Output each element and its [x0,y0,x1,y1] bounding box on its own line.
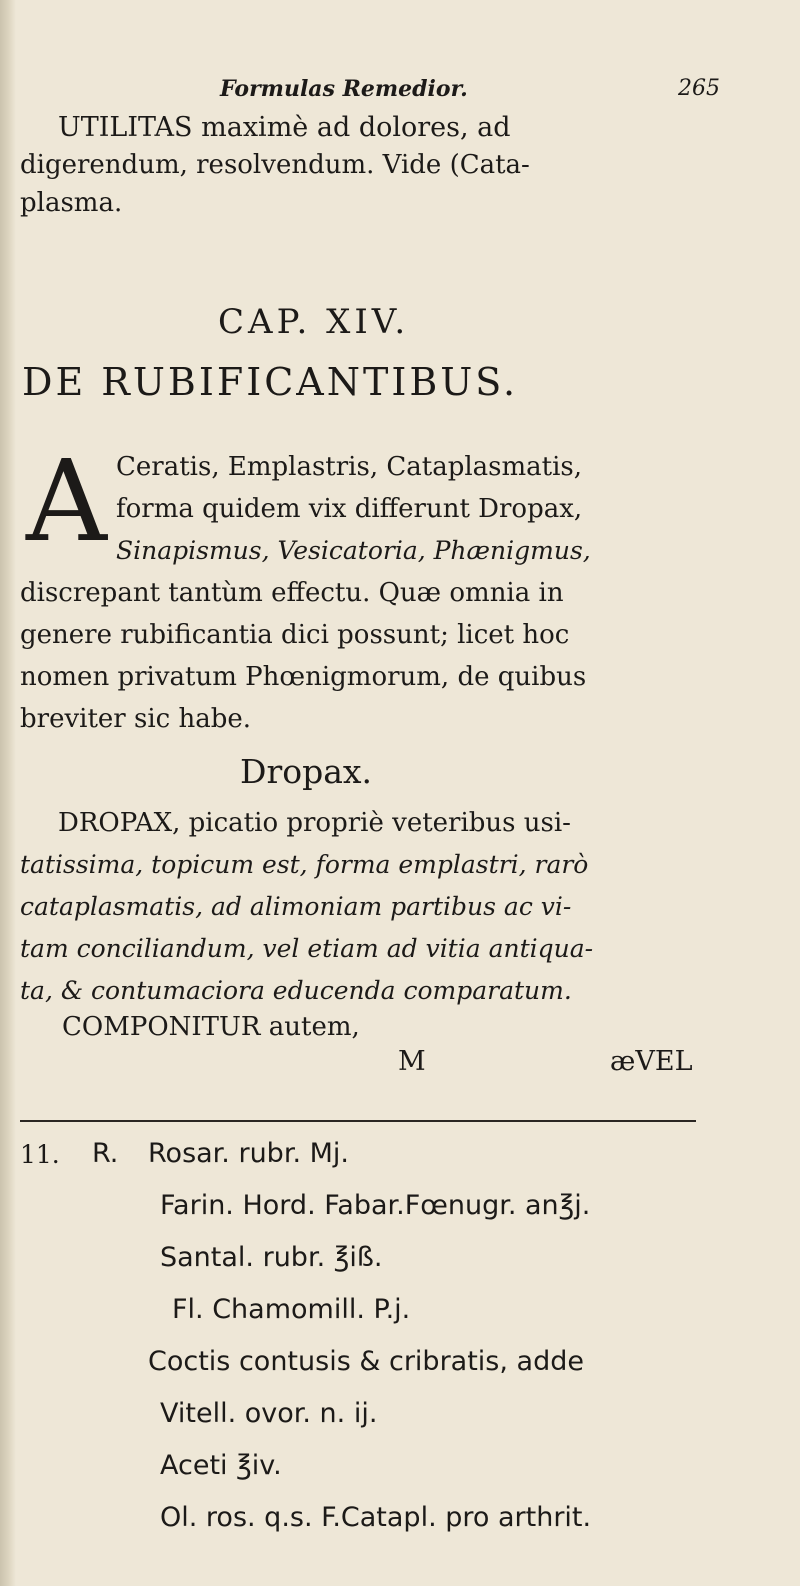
recipe-line: Ol. ros. q.s. F.Catapl. pro arthrit. [160,1502,592,1533]
recipe-line: Rosar. rubr. Mj. [148,1138,349,1169]
text-line: digerendum, resolvendum. Vide (Cata- [20,150,530,180]
section-line: COMPONITUR autem, [62,1012,360,1042]
text-line: UTILITAS maximè ad dolores, ad [58,112,511,143]
signature-mark: M [398,1046,426,1077]
text-line: plasma. [20,188,123,218]
section-line: cataplasmatis, ad alimoniam partibus ac vi- [20,892,572,921]
intro-line: discrepant tantùm effectu. Quæ omnia in [20,578,564,608]
section-line: tam conciliandum, vel etiam ad vitia antiqua- [20,934,594,963]
intro-line: Sinapismus, Vesicatoria, Phænigmus, [116,536,591,565]
page-number: 265 [678,76,720,101]
chapter-number: CAP. XIV. [218,302,410,342]
recipe-line: Aceti ℥iv. [160,1450,282,1481]
section-line: ta, & contumaciora educenda comparatum. [20,976,572,1005]
section-line: DROPAX, picatio propriè veteribus usi- [58,808,571,838]
intro-line: genere rubificantia dici possunt; licet hoc [20,620,570,650]
intro-line: nomen privatum Phœnigmorum, de quibus [20,662,587,692]
recipe-line: Santal. rubr. ℥iß. [160,1242,383,1273]
recipe-line: Farin. Hord. Fabar.Fœnugr. an℥j. [160,1190,591,1221]
drop-cap: A [26,437,107,567]
running-head: Formulas Remedior. [220,76,468,102]
intro-line: forma quidem vix differunt Dropax, [116,494,583,524]
page-gutter-shadow [0,0,16,1586]
recipe-line: Fl. Chamomill. P.j. [172,1294,411,1325]
intro-line: breviter sic habe. [20,704,252,734]
footnote-number: 11. [20,1140,60,1169]
recipe-sign: R. [92,1138,119,1169]
section-line: tatissima, topicum est, forma emplastri, rarò [20,850,589,879]
running-header [220,76,720,102]
catchword: æVEL [610,1046,693,1077]
footnote-rule [20,1120,696,1122]
intro-line: Ceratis, Emplastris, Cataplasmatis, [116,452,583,482]
chapter-title: DE RUBIFICANTIBUS. [22,360,519,404]
recipe-line: Vitell. ovor. n. ij. [160,1398,378,1429]
recipe-line: Coctis contusis & cribratis, adde [148,1346,584,1377]
section-heading: Dropax. [240,752,372,791]
